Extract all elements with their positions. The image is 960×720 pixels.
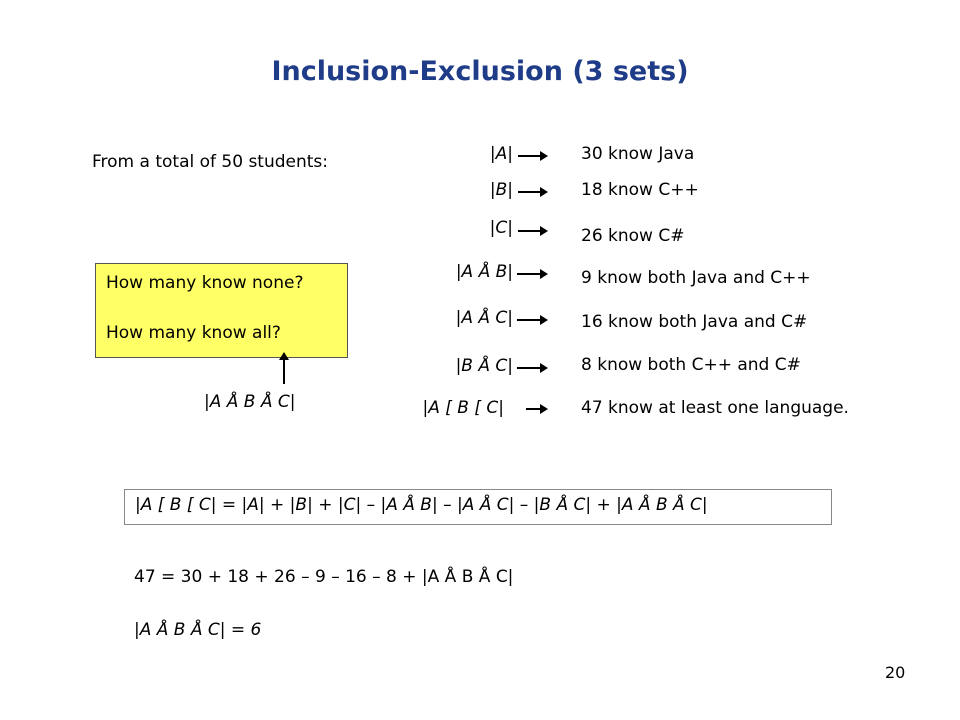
all-sets-label: |A Å B Å C| [204,392,296,412]
page-number: 20 [885,663,906,682]
question-all: How many know all? [106,323,281,343]
set-label-c: |C| [489,218,513,238]
fact-cpp-csharp: 8 know both C++ and C# [581,355,801,375]
question-none: How many know none? [106,273,304,293]
equation-line: 47 = 30 + 18 + 26 – 9 – 16 – 8 + |A Å B Å C| [134,567,514,587]
set-label-union: |A [ B [ C| [422,398,504,418]
arrow-a [518,155,546,157]
arrow-b [518,191,546,193]
set-label-a-and-b: |A Å B| [455,262,513,282]
fact-java-cpp: 9 know both Java and C++ [581,268,811,288]
intro-text: From a total of 50 students: [92,152,329,172]
arrow-c [518,230,546,232]
fact-csharp: 26 know C# [581,226,685,246]
arrow-union [526,408,546,410]
arrow-a-and-b [517,273,546,275]
formula-text: |A [ B [ C| = |A| + |B| + |C| – |A Å B| – |A Å C| – |B Å C| + |A Å B Å C| [135,495,708,515]
up-arrow [283,358,285,384]
fact-at-least-one: 47 know at least one language. [581,398,849,418]
slide-title: Inclusion-Exclusion (3 sets) [271,56,689,87]
set-label-a-and-c: |A Å C| [455,308,513,328]
fact-java-csharp: 16 know both Java and C# [581,312,808,332]
fact-cpp: 18 know C++ [581,180,699,200]
arrow-a-and-c [517,319,546,321]
set-label-a: |A| [489,144,513,164]
set-label-b-and-c: |B Å C| [455,356,513,376]
result-line: |A Å B Å C| = 6 [134,620,262,640]
question-box [95,263,348,358]
set-label-b: |B| [489,180,513,200]
fact-java: 30 know Java [581,144,695,164]
formula-box [124,489,832,525]
arrow-b-and-c [517,367,546,369]
